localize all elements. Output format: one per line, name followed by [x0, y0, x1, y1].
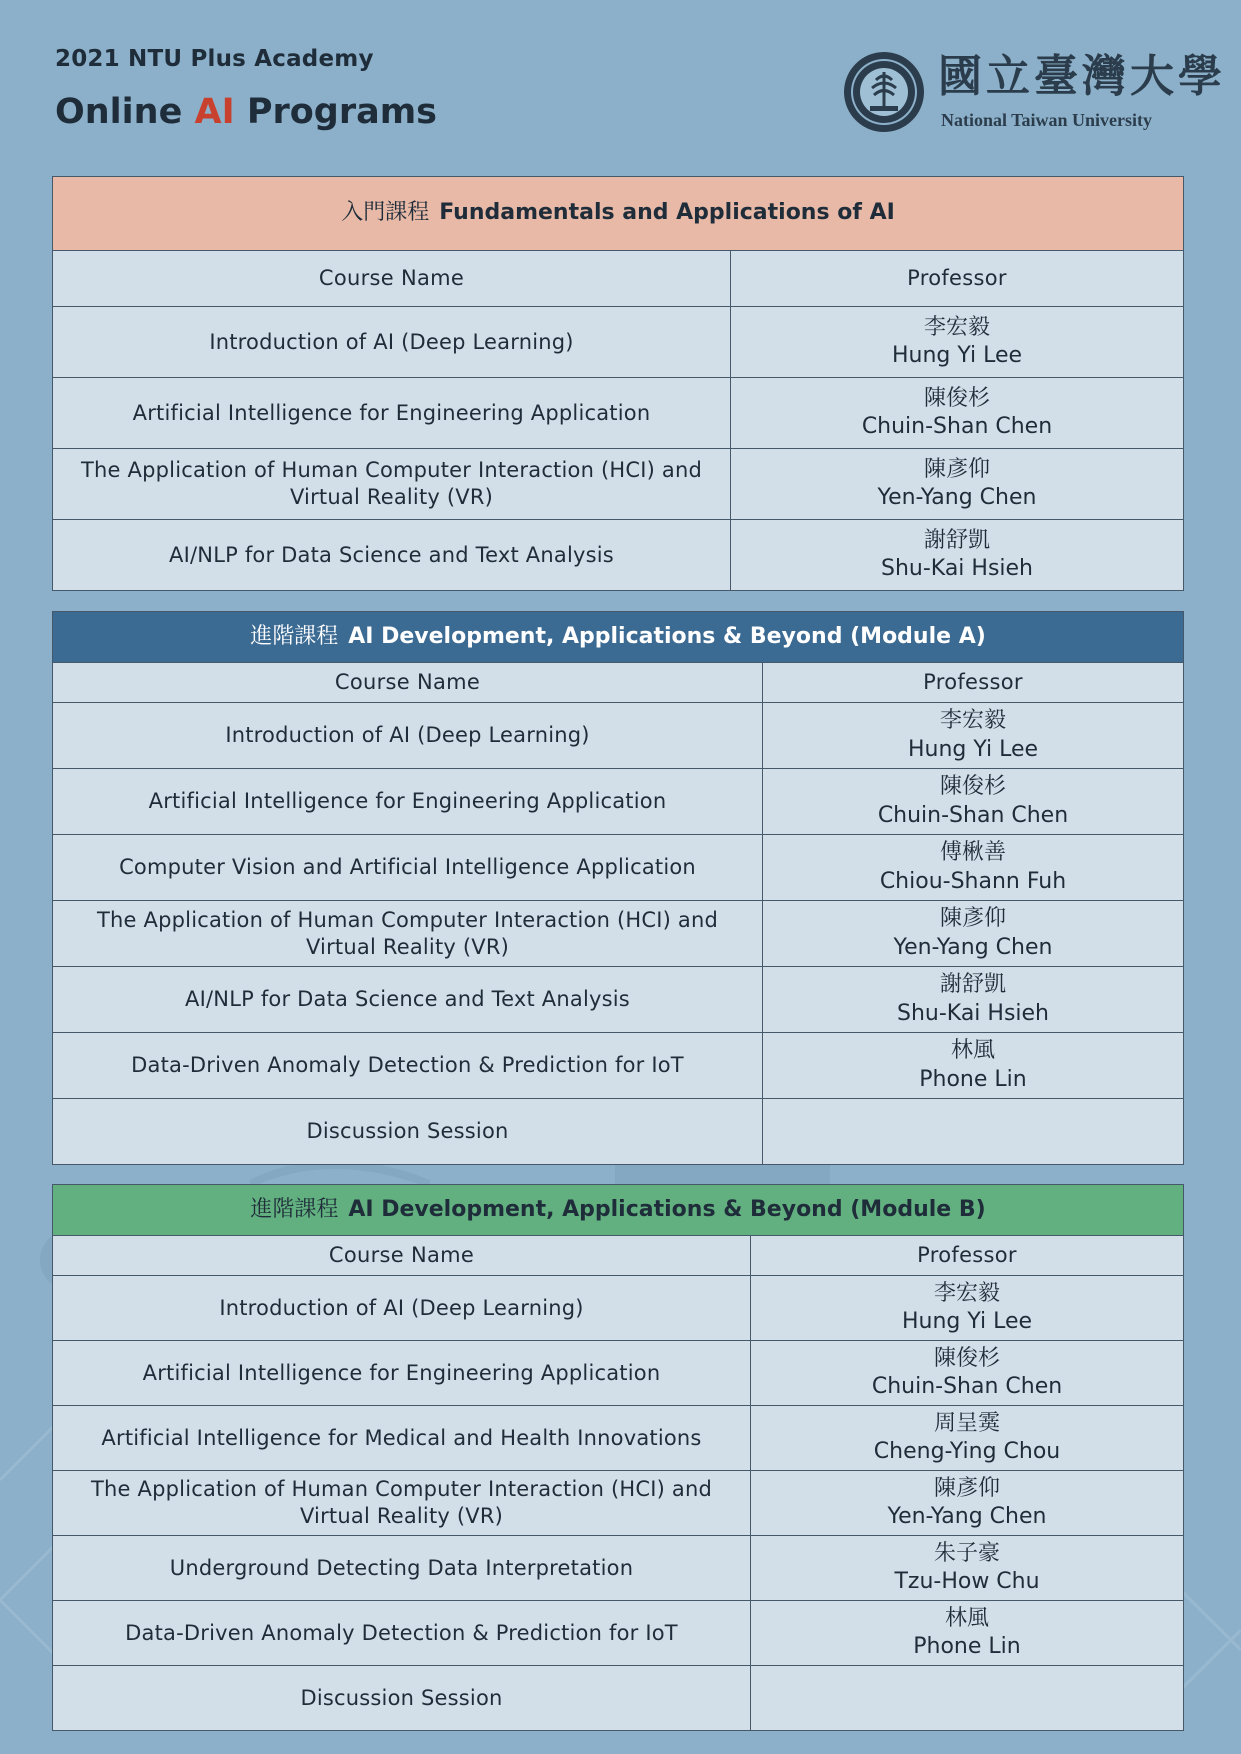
professor-cell [763, 967, 1184, 1033]
course-name: Artificial Intelligence for Medical and Health Innovations [53, 1406, 751, 1471]
course-name: Data-Driven Anomaly Detection & Prediction for IoT [53, 1601, 751, 1666]
title-suffix: Programs [234, 92, 438, 132]
table-header [53, 177, 1184, 251]
course-name: Underground Detecting Data Interpretation [53, 1536, 751, 1601]
fundamentals-table [52, 176, 1184, 591]
professor-name-en: Chuin-Shan Chen [877, 802, 1069, 828]
professor-name-cn: 陳俊杉 [939, 774, 1006, 800]
table-row [53, 1406, 1184, 1471]
column-header-course: Course Name [53, 1236, 751, 1276]
table-row [53, 378, 1184, 449]
professor-name-cn: 林風 [945, 1605, 990, 1631]
professor-name-cn: 李宏毅 [939, 708, 1006, 734]
table-row [53, 449, 1184, 520]
university-logo [842, 50, 1226, 136]
university-name-cn: 國立臺灣大學 [938, 51, 1226, 102]
professor-name-en: Chuin-Shan Chen [861, 414, 1053, 439]
professor-name-cn: 陳俊杉 [923, 385, 990, 411]
table-header [53, 1185, 1184, 1236]
professor-cell [731, 307, 1184, 378]
professor-name-en: Tzu-How Chu [894, 1569, 1040, 1594]
professor-name-en: Chiou-Shann Fuh [879, 868, 1067, 894]
header [55, 46, 437, 132]
module-b-table [52, 1184, 1184, 1731]
professor-name-en: Yen-Yang Chen [893, 934, 1053, 960]
table-title-cn: 進階課程 [250, 1196, 339, 1222]
professor-name-en: Hung Yi Lee [891, 343, 1023, 368]
professor-cell [763, 703, 1184, 769]
professor-name-cn: 陳俊杉 [934, 1345, 1001, 1371]
title-accent: AI [194, 92, 235, 132]
table-row [53, 307, 1184, 378]
professor-cell [751, 1471, 1184, 1536]
table-title-en: AI Development, Applications & Beyond (Module A) [348, 623, 986, 649]
table-row [53, 1276, 1184, 1341]
professor-cell [751, 1276, 1184, 1341]
table-title-en: Fundamentals and Applications of AI [439, 200, 895, 226]
professor-cell [731, 449, 1184, 520]
academy-name: 2021 NTU Plus Academy [55, 46, 374, 72]
professor-name-cn: 朱子豪 [934, 1540, 1001, 1566]
table-row [53, 703, 1184, 769]
professor-cell [763, 1099, 1184, 1165]
course-name: AI/NLP for Data Science and Text Analysis [53, 520, 731, 591]
professor-name-cn: 陳彥仰 [923, 456, 990, 482]
professor-name-cn: 林風 [950, 1038, 995, 1064]
professor-name-cn: 謝舒凱 [939, 972, 1006, 998]
professor-name-en: Yen-Yang Chen [877, 485, 1037, 510]
table-row [53, 901, 1184, 967]
professor-name-cn: 陳彥仰 [939, 906, 1006, 932]
table-row [53, 1341, 1184, 1406]
course-name: Data-Driven Anomaly Detection & Prediction for IoT [53, 1033, 763, 1099]
table-header [53, 612, 1184, 663]
module-a-table [52, 611, 1184, 1165]
course-name: AI/NLP for Data Science and Text Analysis [53, 967, 763, 1033]
course-name: Introduction of AI (Deep Learning) [53, 703, 763, 769]
professor-name-cn: 李宏毅 [923, 314, 990, 340]
table-row [53, 769, 1184, 835]
professor-cell [731, 520, 1184, 591]
course-name: Discussion Session [53, 1099, 763, 1165]
course-name: Introduction of AI (Deep Learning) [53, 307, 731, 378]
professor-name-cn: 傅楸善 [939, 840, 1006, 866]
professor-name-en: Phone Lin [913, 1634, 1021, 1659]
professor-name-cn: 陳彥仰 [934, 1475, 1001, 1501]
column-header-course: Course Name [53, 663, 763, 703]
professor-name-en: Cheng-Ying Chou [873, 1439, 1061, 1464]
course-name: Artificial Intelligence for Engineering Application [53, 769, 763, 835]
professor-name-cn: 周呈霙 [934, 1410, 1001, 1436]
column-header-course: Course Name [53, 251, 731, 307]
professor-cell [751, 1341, 1184, 1406]
course-name: The Application of Human Computer Interaction (HCI) and Virtual Reality (VR) [53, 449, 731, 520]
course-name: Introduction of AI (Deep Learning) [53, 1276, 751, 1341]
page-title [55, 92, 437, 132]
table-row [53, 1536, 1184, 1601]
table-title-cn: 進階課程 [250, 623, 339, 649]
university-seal-icon [842, 50, 926, 134]
university-name-en: National Taiwan University [941, 110, 1153, 130]
professor-name-en: Hung Yi Lee [907, 736, 1039, 762]
professor-name-en: Chuin-Shan Chen [871, 1374, 1063, 1399]
professor-name-en: Yen-Yang Chen [887, 1504, 1047, 1529]
professor-cell [763, 901, 1184, 967]
table-row [53, 1601, 1184, 1666]
table-row [53, 1033, 1184, 1099]
professor-cell [751, 1406, 1184, 1471]
course-name: The Application of Human Computer Interaction (HCI) and Virtual Reality (VR) [53, 901, 763, 967]
professor-cell [751, 1601, 1184, 1666]
professor-name-cn: 謝舒凱 [923, 527, 990, 553]
professor-cell [763, 835, 1184, 901]
course-name: The Application of Human Computer Interaction (HCI) and Virtual Reality (VR) [53, 1471, 751, 1536]
table-row [53, 1471, 1184, 1536]
professor-name-en: Phone Lin [919, 1066, 1027, 1092]
column-header-professor: Professor [751, 1236, 1184, 1276]
course-name: Artificial Intelligence for Engineering Application [53, 1341, 751, 1406]
column-header-professor: Professor [763, 663, 1184, 703]
course-name: Computer Vision and Artificial Intelligence Application [53, 835, 763, 901]
table-row [53, 1099, 1184, 1165]
table-title-cn: 入門課程 [341, 200, 430, 226]
professor-cell [763, 1033, 1184, 1099]
table-row [53, 1666, 1184, 1731]
professor-cell [731, 378, 1184, 449]
professor-cell [751, 1536, 1184, 1601]
professor-cell [763, 769, 1184, 835]
professor-name-en: Shu-Kai Hsieh [880, 556, 1033, 581]
professor-name-en: Shu-Kai Hsieh [896, 1000, 1049, 1026]
professor-cell [751, 1666, 1184, 1731]
table-row [53, 520, 1184, 591]
column-header-professor: Professor [731, 251, 1184, 307]
professor-name-cn: 李宏毅 [934, 1280, 1001, 1306]
professor-name-en: Hung Yi Lee [901, 1309, 1033, 1334]
course-name: Artificial Intelligence for Engineering Application [53, 378, 731, 449]
table-row [53, 967, 1184, 1033]
title-prefix: Online [55, 92, 195, 132]
course-name: Discussion Session [53, 1666, 751, 1731]
table-row [53, 835, 1184, 901]
table-title-en: AI Development, Applications & Beyond (Module B) [348, 1196, 986, 1222]
